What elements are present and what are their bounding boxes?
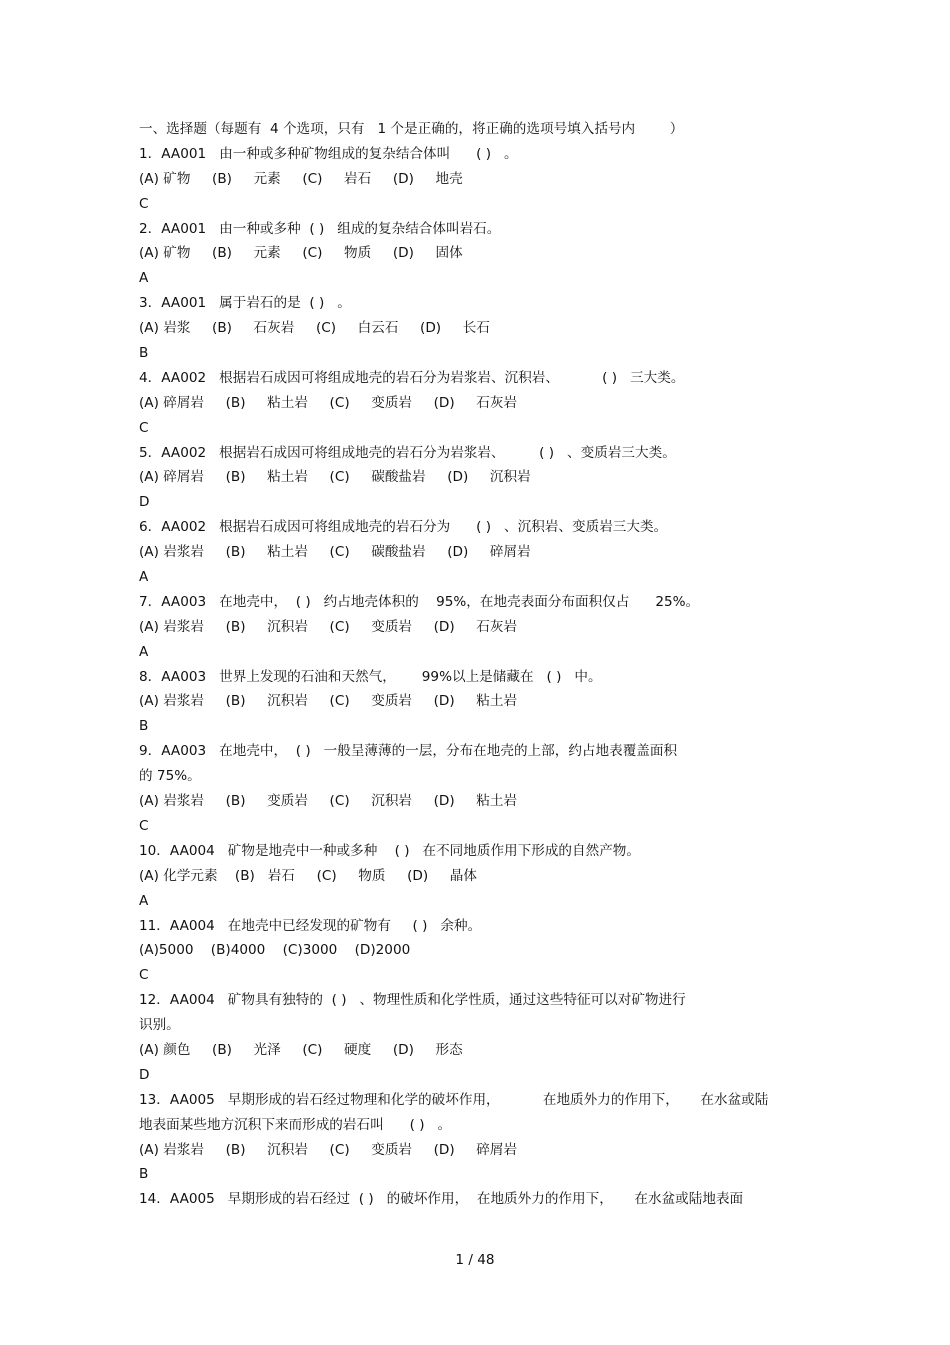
text-line: 6．AA002 根据岩石成因可将组成地壳的岩石分为 ( ) 、沉积岩、变质岩三大类。 <box>139 519 668 536</box>
text-line: C <box>139 195 149 212</box>
page-number: 1 / 48 <box>455 1252 495 1268</box>
text-line: C <box>139 967 149 984</box>
text-line: 12．AA004 矿物具有独特的 ( ) 、物理性质和化学性质，通过这些特征可以对矿物进行 <box>139 992 686 1009</box>
text-line: B <box>139 718 149 735</box>
text-line: 10．AA004 矿物是地壳中一种或多种 ( ) 在不同地质作用下形成的自然产物。 <box>139 842 640 859</box>
text-line: 3．AA001 属于岩石的是 ( ) 。 <box>139 295 351 312</box>
text-line: 11．AA004 在地壳中已经发现的矿物有 ( ) 余种。 <box>139 917 482 934</box>
question-list <box>139 117 819 1212</box>
text-line: 13．AA005 早期形成的岩石经过物理和化学的破坏作用， 在地质外力的作用下， 在水盆或陆 <box>139 1091 769 1108</box>
text-line: 4．AA002 根据岩石成因可将组成地壳的岩石分为岩浆岩、沉积岩、 ( ) 三大类。 <box>139 369 685 386</box>
text-line: D <box>139 1066 150 1083</box>
text-line: A <box>139 270 149 287</box>
text-line: C <box>139 817 149 834</box>
text-line: 9．AA003 在地壳中， ( ) 一般呈薄薄的一层，分布在地壳的上部，约占地表覆盖面积 <box>139 743 678 760</box>
text-line: 8．AA003 世界上发现的石油和天然气， 99%以上是储藏在 ( ) 中。 <box>139 668 602 685</box>
text-line: B <box>139 1166 149 1183</box>
text-line: (A) 岩浆 (B) 石灰岩 (C) 白云石 (D) 长石 <box>139 320 490 337</box>
text-line: 2．AA001 由一种或多种 ( ) 组成的复杂结合体叫岩石。 <box>139 220 501 237</box>
text-line: B <box>139 345 149 362</box>
text-line: (A) 矿物 (B) 元素 (C) 物质 (D) 固体 <box>139 245 463 262</box>
text-line: 的 75%。 <box>139 768 201 785</box>
text-line: (A) 矿物 (B) 元素 (C) 岩石 (D) 地壳 <box>139 170 463 187</box>
text-line: (A) 颜色 (B) 光泽 (C) 硬度 (D) 形态 <box>139 1041 463 1058</box>
text-line: 识别。 <box>139 1017 180 1034</box>
text-line: (A) 岩浆岩 (B) 变质岩 (C) 沉积岩 (D) 粘土岩 <box>139 793 518 810</box>
text-line: 7．AA003 在地壳中， ( ) 约占地壳体积的 95%，在地壳表面分布面积仅占 25%。 <box>139 593 700 610</box>
text-line: 1．AA001 由一种或多种矿物组成的复杂结合体叫 ( ) 。 <box>139 145 518 162</box>
text-line: A <box>139 569 149 586</box>
text-line: (A)5000 (B)4000 (C)3000 (D)2000 <box>139 942 411 959</box>
text-line: 地表面某些地方沉积下来而形成的岩石叫 ( ) 。 <box>139 1116 452 1133</box>
text-line: (A) 碎屑岩 (B) 粘土岩 (C) 变质岩 (D) 石灰岩 <box>139 394 518 411</box>
text-line: 一、选择题（每题有 4 个选项，只有 1 个是正确的，将正确的选项号填入括号内 ） <box>139 121 684 137</box>
text-line: (A) 岩浆岩 (B) 沉积岩 (C) 变质岩 (D) 碎屑岩 <box>139 1141 518 1158</box>
text-line: (A) 岩浆岩 (B) 粘土岩 (C) 碳酸盐岩 (D) 碎屑岩 <box>139 544 531 561</box>
text-line: (A) 岩浆岩 (B) 沉积岩 (C) 变质岩 (D) 石灰岩 <box>139 618 518 635</box>
text-line: 5．AA002 根据岩石成因可将组成地壳的岩石分为岩浆岩、 ( ) 、变质岩三大类。 <box>139 444 676 461</box>
text-line: D <box>139 494 150 511</box>
text-line: 14．AA005 早期形成的岩石经过 ( ) 的破坏作用， 在地质外力的作用下， 在水盆或陆地表面 <box>139 1191 744 1208</box>
text-line: C <box>139 419 149 436</box>
text-line: (A) 碎屑岩 (B) 粘土岩 (C) 碳酸盐岩 (D) 沉积岩 <box>139 469 531 486</box>
text-line: A <box>139 643 149 660</box>
text-line: (A) 化学元素 (B) 岩石 (C) 物质 (D) 晶体 <box>139 867 477 884</box>
text-line: (A) 岩浆岩 (B) 沉积岩 (C) 变质岩 (D) 粘土岩 <box>139 693 518 710</box>
text-line: A <box>139 892 149 909</box>
